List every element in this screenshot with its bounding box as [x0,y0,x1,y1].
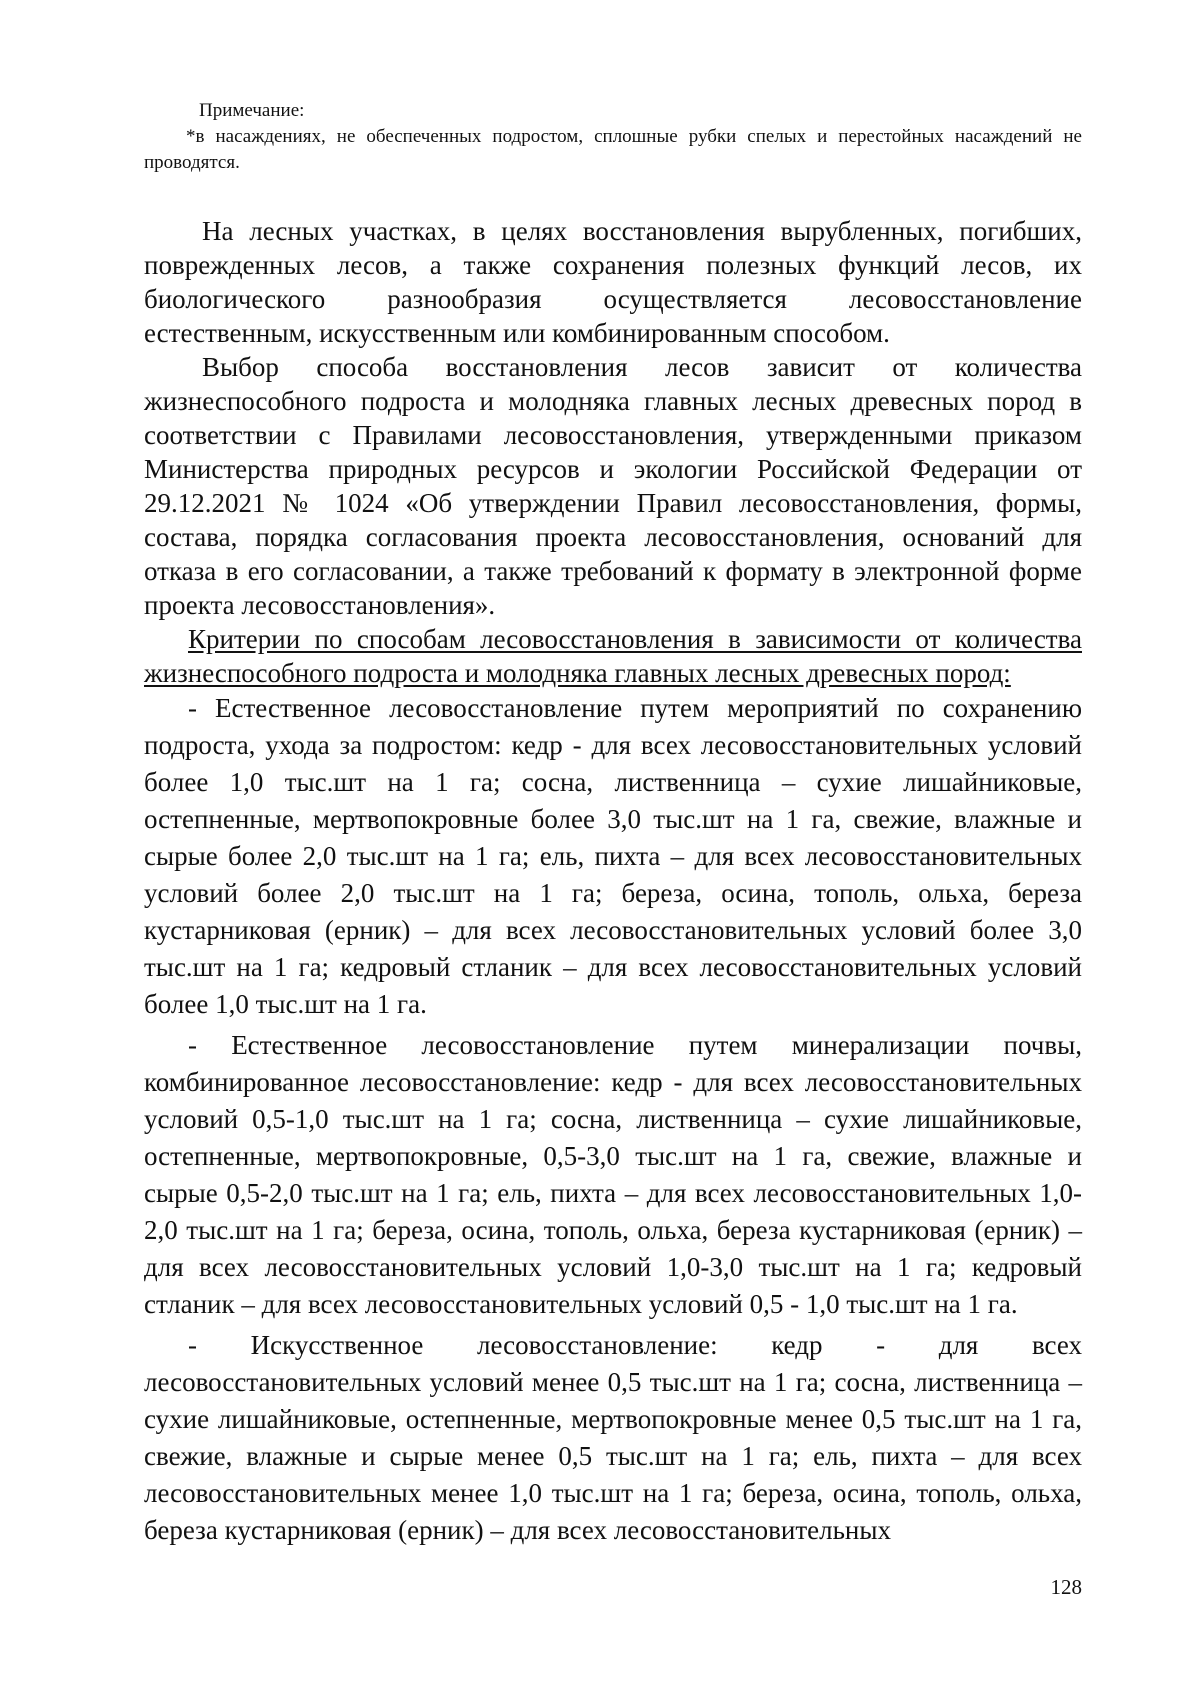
note-block [144,98,1082,176]
note-title: Примечание: [199,100,305,121]
criteria-natural-preservation: - Естественное лесовосстановление путем мероприятий по сохранению подроста, ухода за подростом: кедр - для всех лесовосстановительных условий более 1,0 тыс.шт на 1 га; сосна, лиственница – сухие лишайниковые, остепненные, мертвопокровные более 3,0 тыс.шт на 1 га, свежие, влажные и сырые более 2,0 тыс.шт на 1 га; ель, пихта – для всех лесовосстановительных условий более 2,0 тыс.шт на 1 га; береза, осина, тополь, ольха, береза кустарниковая (ерник) – для всех лесовосстановительных условий более 3,0 тыс.шт на 1 га; кедровый стланик – для всех лесовосстановительных условий более 1,0 тыс.шт на 1 га. [144,693,1082,1019]
body-text [144,214,1082,1549]
paragraph-reforestation-purpose: На лесных участках, в целях восстановления вырубленных, погибших, поврежденных лесов, а также сохранения полезных функций лесов, их биологического разнообразия осуществляется лесовосстановление естественным, искусственным или комбинированным способом. [144,216,1082,348]
paragraph-criteria-heading: Критерии по способам лесовосстановления в зависимости от количества жизнеспособного подроста и молодняка главных лесных древесных пород: [144,624,1082,688]
criteria-natural-mineralization: - Естественное лесовосстановление путем минерализации почвы, комбинированное лесовосстановление: кедр - для всех лесовосстановительных условий 0,5-1,0 тыс.шт на 1 га; сосна, лиственница – сухие лишайниковые, остепненные, мертвопокровные, 0,5-3,0 тыс.шт на 1 га, свежие, влажные и сырые 0,5-2,0 тыс.шт на 1 га; ель, пихта – для всех лесовосстановительных 1,0-2,0 тыс.шт на 1 га; береза, осина, тополь, ольха, береза кустарниковая (ерник) – для всех лесовосстановительных условий 1,0-3,0 тыс.шт на 1 га; кедровый стланик – для всех лесовосстановительных условий 0,5 - 1,0 тыс.шт на 1 га. [144,1030,1082,1319]
note-text: *в насаждениях, не обеспеченных подростом, сплошные рубки спелых и перестойных насаждений не проводятся. [144,126,1082,173]
page-number: 128 [1050,1575,1082,1599]
criteria-artificial: - Искусственное лесовосстановление: кедр - для всех лесовосстановительных условий менее 0,5 тыс.шт на 1 га; сосна, лиственница – сухие лишайниковые, остепненные, мертвопокровные менее 0,5 тыс.шт на 1 га, свежие, влажные и сырые менее 0,5 тыс.шт на 1 га; ель, пихта – для всех лесовосстановительных менее 1,0 тыс.шт на 1 га; береза, осина, тополь, ольха, береза кустарниковая (ерник) – для всех лесовосстановительных [144,1330,1082,1545]
paragraph-method-choice: Выбор способа восстановления лесов зависит от количества жизнеспособного подроста и молодняка главных лесных древесных пород в соответствии с Правилами лесовосстановления, утвержденными приказом Министерства природных ресурсов и экологии Российской Федерации от 29.12.2021 № 1024 «Об утверждении Правил лесовосстановления, формы, состава, порядка согласования проекта лесовосстановления, оснований для отказа в его согласовании, а также требований к формату в электронной форме проекта лесовосстановления». [144,352,1082,620]
